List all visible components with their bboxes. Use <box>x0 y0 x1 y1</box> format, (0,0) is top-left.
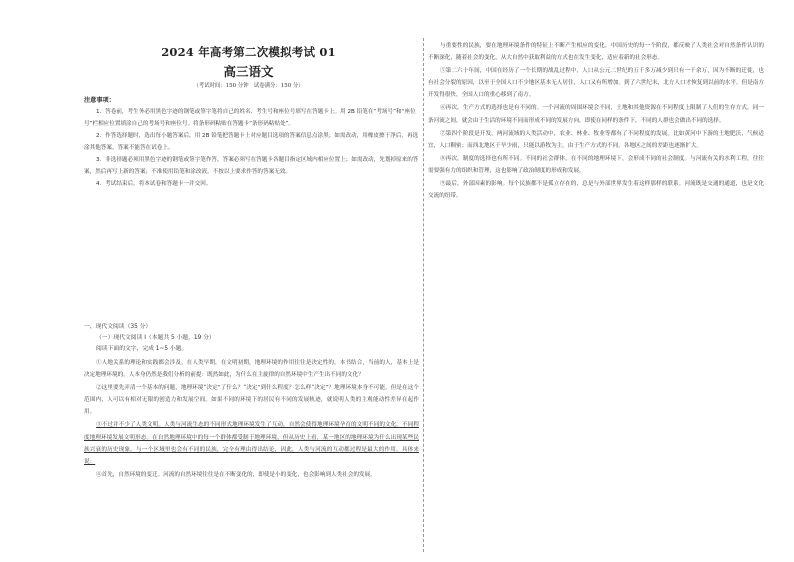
passage-paragraph: ⑨最后，外部因素的影响。每个民族都不是孤立存在的，总是与外部世界发生着这样那样的联系。河流既是交通的通道，也是文化交流的纽带。 <box>428 181 764 200</box>
exam-meta: （考试时间：150 分钟 试卷满分：150 分） <box>193 83 304 89</box>
passage-paragraph: ⑦第四个阶段是开发。两河流域的人类活动中，农业、林业、牧业等都有了不同程度的发展。比如黄河中下游的土地肥沃，气候适宜，人口稠密；而西北地区干旱少雨，只能以游牧为主。由于生产方式的不同，各地区之间的差距也逐渐扩大。 <box>428 130 764 149</box>
passage-paragraph: ③不过并不少了人类文明。人类与河流生态的不同形式地理环境发生了互动，自然会使得地理环境孕育的文明不同的文化。不同程度地理环境发展文明形态。在自然地理环境中的每一个群体都受制于地理环境，但从历史上看，某一地区的地理环境为什么出现某些民族兴衰的历史现象。与一个区域里也会有不同的民族，完全有理由得出结论，因此，人类与河流的互动都过程是最大的作用。具体来说： <box>84 422 419 465</box>
column-divider <box>423 38 424 552</box>
left-passage <box>84 357 419 482</box>
passage-paragraph: ①人地关系的理论和实践都会涉及。在人类早期，在文明初期，地理环境的作用往往是决定性的。本书结合，当前的人，基本上是决定地理环境的。人本身仍然是我们分析的前提：既然如此，为什么在主旋律的自然环境中生产生出不同的文化？ <box>84 360 419 379</box>
passage-paragraph: 与重要性的民族，要在地理环境条件的特征上不断产生相应的变化。中国历史的每一个阶段，都反映了人类社会对自然条件认识的不断深化，随着社会的变化，从大自然中获取利益的方式也在发生变化，适应着新的社会形态。 <box>428 43 764 62</box>
right-column <box>428 0 764 562</box>
left-column <box>76 0 421 562</box>
note-item: 2．作答选择题时，选出每小题答案后，用 2B 铅笔把答题卡上对应题目选项的答案信息点涂黑；如需改动，用橡皮擦干净后，再选涂其他答案。答案不能答在试卷上。 <box>84 133 419 151</box>
notes-heading: 注意事项： <box>84 97 115 104</box>
passage-paragraph: ⑥再次，生产方式的选择也是有不同的。一个河流的周围环境会不同，土地和其他资源在不同程度上限制了人们的生存方式。同一条河流之间，就会由于生活的环境不同而形成不同的发展方向，即使在同样的条件下，不同的人群也会做出不同的选择。 <box>428 105 764 124</box>
passage-paragraph: ⑧再次，制度的选择也有所不同。不同的社会群体，在不同的地理环境下，会形成不同的社会制度。与河流有关的水利工程，往往需要强有力的组织和管理，这也影响了政治制度的形成和发展。 <box>428 155 764 174</box>
passage-paragraph: ⑤第二六十年间，中国在经历了一个长期的战乱过程中，人口从公元二世纪的五千多万减少到只有一千余万，因为不断的迁徙，也有社会分裂的原因，以至于全国人口不少地区基本无人居住，人口又有所增加。到了六世纪末，北方人口才恢复到以前的水平。但是南方开发得很快，全国人口的重心移到了南方。 <box>428 68 764 99</box>
right-passage <box>428 40 764 203</box>
note-item: 1．答卷前，考生务必用黑色字迹的钢笔或签字笔将自己的姓名、考生号和座位号填写在答题卡上。用 2B 铅笔在“考场号”和“座位号”栏相应位置填涂自己的考场号和座位号。将条形码粘贴在答题卡“条形码粘贴处”。 <box>84 109 416 127</box>
exam-subject: 高三语文 <box>223 64 274 79</box>
passage-paragraph: ②这里要先弄清一个基本的问题，地理环境“决定”了什么？“决定”到什么程度？怎么样“决定”？地理环境本身不可能，但是在这个范围内，人可以有相对无限的创造力和发展空间。如果不同的环境下的居民有不同的发展轨迹，就说明人类的主观能动性差异在起作用。 <box>84 385 419 416</box>
section-heading: 一、现代文阅读（35 分） <box>84 324 152 330</box>
note-item: 3．非选择题必须用黑色字迹的钢笔或签字笔作答，答案必须写在答题卡各题目指定区域内相应位置上；如需改动，先划掉原来的答案，然后再写上新的答案；不准使用铅笔和涂改液。不按以上要求作答的答案无效。 <box>84 157 419 175</box>
notes-list <box>84 106 419 190</box>
exam-title: 2024 年高考第二次模拟考试 01 <box>161 45 336 59</box>
passage-paragraph: ④首先，自然环境的变迁。河流的自然环境往往是在不断变化的，即使是小的变化，也会影响到人类社会的发展。 <box>96 471 376 478</box>
note-item: 4．考试结束后，将本试卷和答题卡一并交回。 <box>96 181 212 187</box>
section-subheading: （一）现代文阅读 I（本题共 5 小题，19 分） <box>96 335 215 341</box>
section-intro: 阅读下面的文字，完成 1~5 小题。 <box>96 346 188 352</box>
